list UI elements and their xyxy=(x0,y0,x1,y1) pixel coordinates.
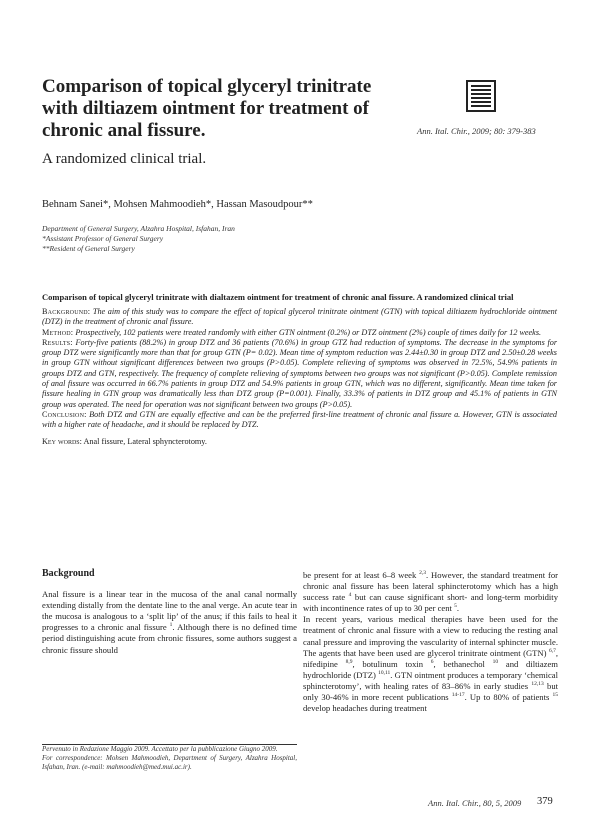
paragraph: be present for at least 6–8 week $^{2,3}$. However, the standard treatment for chronic anal fissure has been lateral sphincterotomy which has a high success rate $^4$ but can cause significant short- and long-term morbidity with incontinence rates of up to 30 per cent $^5$. xyxy=(303,570,558,614)
affiliation-line: *Assistant Professor of General Surgery xyxy=(42,234,164,243)
abstract xyxy=(42,292,557,447)
abstract-title: Comparison of topical glyceryl trinitrate with dialtazem ointment for treatment of chronic anal fissure. A randomized clinical trial xyxy=(42,292,514,302)
citation-ref: 6 xyxy=(430,658,434,665)
abstract-label: Background: xyxy=(42,307,91,316)
abstract-label: Conclusion: xyxy=(42,409,87,419)
abstract-conclusion xyxy=(42,410,557,431)
author-list: Behnam Sanei*, Mohsen Mahmoodieh*, Hassan Masoudpour** xyxy=(42,199,313,210)
article-subtitle: A randomized clinical trial. xyxy=(42,151,207,167)
keywords-text: Anal fissure, Lateral sphyncterotomy. xyxy=(83,436,207,446)
citation-ref: 10 xyxy=(492,658,499,665)
paragraph: In recent years, various medical therapies have been used for the treatment of chronic anal fissure with a view to reducing the resting anal canal pressure and improving the vascularity of internal sphincter muscle. The agents that have been used are glycerol trinitrate ointment (GTN) $^{6,7}$, nifedipine $^{8,9}$, botulinum toxin $^6$, bethanechol $^{10}$ and diltiazem hydrochloride (DTZ) $^{10,11}$. GTN ointment produces a temporary ‘chemical sphincterotomy’, with healing rates of 83–86% in early studies $^{12,13}$ but only 30-46% in more recent publications $^{14-17}$. Up to 80% of patients $^{15}$ develop headaches during treatment xyxy=(303,614,559,714)
citation-ref: 15 xyxy=(552,692,558,699)
citation-ref: 2,3 xyxy=(419,570,427,577)
citation-ref: 6,7 xyxy=(548,647,556,654)
abstract-results xyxy=(42,338,557,410)
section-heading: Background xyxy=(42,568,95,579)
citation-ref: 4 xyxy=(348,592,352,599)
keywords-label: Key words: xyxy=(42,436,82,446)
abstract-background xyxy=(42,307,557,328)
body-column-left xyxy=(42,568,297,656)
affiliation-line: Department of General Surgery, Alzahra Hospital, Isfahan, Iran xyxy=(42,224,235,233)
abstract-method xyxy=(42,328,557,338)
citation-ref: 14-17 xyxy=(451,692,465,699)
footnotes xyxy=(42,745,297,772)
article-title: Comparison of topical glyceryl trinitrate with diltiazem ointment for treatment of chronic anal fissure. xyxy=(42,76,372,141)
body-column-right xyxy=(303,570,558,714)
footnote-received: Pervenuto in Redazione Maggio 2009. Accettato per la pubblicazione Giugno 2009. xyxy=(42,745,278,753)
citation-ref: 8,9 xyxy=(345,658,353,665)
abstract-text: Both DTZ and GTN are equally effective and can be the preferred first-line treatment of chronic anal fissure a. However, GTN is associated with a higher rate of headache, and it should be replaced by DTZ. xyxy=(42,409,558,430)
abstract-text: Forty-five patients (88.2%) in group DTZ and 36 patients (70.6%) in group GTZ had reduction of symptoms. The decrease in the symptoms for group DTZ were significantly more than that for group GTN (P= 0.02). Mean time of symptom reduction was 2.44±0.30 in group DTZ and 2.50±0.28 weeks in group GTN without significant differences between two groups (P>0.05). Complete relieving of symptoms was observed in 72.5%, 54.9% patients in groups DTZ and GTN, respectively. The frequency of complete relieving of symptoms between two groups was not significant (P>0.05). Complete remission of anal fissure was occurred in 66.7% patients in group DTZ and 54.9% patients in group GTN, which was no different, significantly. Mean time taken for fissure healing in GTN group was dramatically less than DTZ group (P=0.001). Finally, 33.3% of patients in DTZ group and 45.1% of patients in GTN group was operated. The need for operation was not significant between two groups (P>0.05). xyxy=(42,337,558,409)
citation-ref: 12,13 xyxy=(531,681,544,688)
citation-ref: 1 xyxy=(169,622,173,629)
footer-journal: Ann. Ital. Chir., 80, 5, 2009 xyxy=(428,798,522,808)
footnote-correspondence: For correspondence: Mohsen Mahmoodieh, Department of Surgery, Alzahra Hospital, Isfahan, Iran. (e-mail: mahmoodieh@med.mui.ac.ir). xyxy=(42,754,297,771)
abstract-label: Method: xyxy=(42,327,74,337)
citation-ref: 10,11 xyxy=(378,669,391,676)
affiliations xyxy=(42,224,235,254)
abstract-text: The aim of this study was to compare the effect of topical glycerol trinitrate ointment (GTN) with topical diltiazem hydrochloride ointment (DTZ) in the treatment of chronic anal fissure. xyxy=(42,307,557,327)
abstract-label: Results: xyxy=(42,337,73,347)
keywords xyxy=(42,437,557,447)
journal-logo-icon xyxy=(466,80,496,112)
journal-citation: Ann. Ital. Chir., 2009; 80: 379-383 xyxy=(417,126,536,136)
page-number: 379 xyxy=(537,796,553,807)
citation-ref: 5 xyxy=(454,603,457,610)
affiliation-line: **Resident of General Surgery xyxy=(42,244,135,253)
paragraph: Anal fissure is a linear tear in the mucosa of the anal canal normally extending distally from the dentate line to the anal verge. An acute tear in the mucosa is analogous to a ‘split lip’ of the anus; if this fails to heal it progresses to a chronic anal fissure $^1$. Although there is no defined time period distinguishing acute from chronic fissures, some authors suggest a chronic fissure should xyxy=(42,589,297,655)
abstract-text: Prospectively, 102 patients were treated randomly with either GTN ointment (0.2%) or DTZ ointment (2%) couple of times daily for 12 weeks. xyxy=(75,327,542,337)
